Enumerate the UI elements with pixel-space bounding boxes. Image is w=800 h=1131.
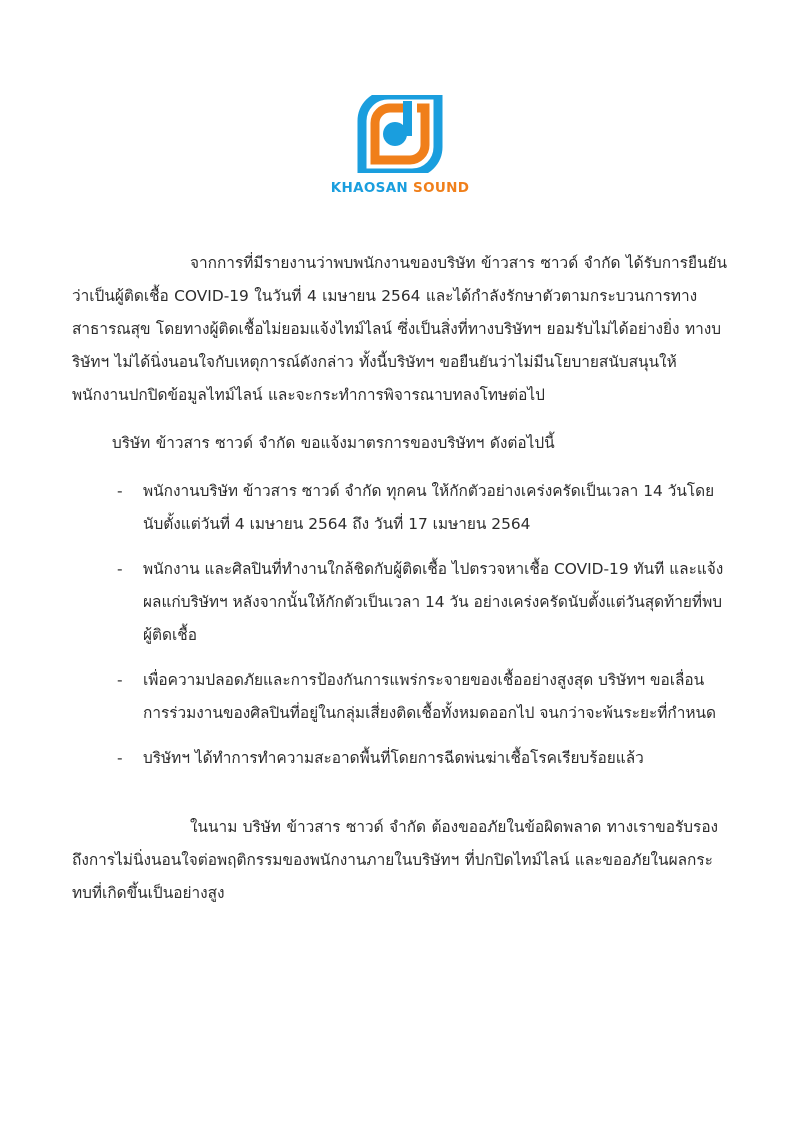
khaosan-sound-logo-mark-icon — [354, 95, 446, 173]
bullet-marker-icon: - — [117, 560, 123, 578]
intro-paragraph: จากการที่มีรายงานว่าพบพนักงานของบริษัท ข้าวสาร ซาวด์ จำกัด ได้รับการยืนยันว่าเป็นผู้ติดเชื้อ COVID-19 ในวันที่ 4 เมษายน 2564 และได้กำลังรักษาตัวตามกระบวนการทางสาธารณสุข โดยทางผู้ติดเชื้อไม่ยอมแจ้งไทม์ไลน์ ซึ่งเป็นสิ่งที่ทางบริษัทฯ ยอมรับไม่ได้อย่างยิ่ง ทางบริษัทฯ ไม่ได้นิ่งนอนใจกับเหตุการณ์ดังกล่าว ทั้งนี้บริษัทฯ ขอยืนยันว่าไม่มีนโยบายสนับสนุนให้พนักงานปกปิดข้อมูลไทม์ไลน์ และจะกระทำการพิจารณาบทลงโทษต่อไป — [72, 254, 728, 404]
list-item — [72, 553, 728, 652]
document-body — [72, 247, 728, 910]
list-item-text: บริษัทฯ ได้ทำการทำความสะอาดพื้นที่โดยการฉีดพ่นฆ่าเชื้อโรคเรียบร้อยแล้ว — [143, 749, 644, 767]
list-item — [72, 664, 728, 730]
company-logo — [0, 95, 800, 196]
list-item-text: พนักงานบริษัท ข้าวสาร ซาวด์ จำกัด ทุกคน ให้กักตัวอย่างเคร่งครัดเป็นเวลา 14 วันโดยนับตั้งแต่วันที่ 4 เมษายน 2564 ถึง วันที่ 17 เมษายน 2564 — [143, 482, 715, 533]
list-item — [72, 475, 728, 541]
list-item-text: พนักงาน และศิลปินที่ทำงานใกล้ชิดกับผู้ติดเชื้อ ไปตรวจหาเชื้อ COVID-19 ทันที และแจ้งผลแก่บริษัทฯ หลังจากนั้นให้กักตัวเป็นเวลา 14 วัน อย่างเคร่งครัดนับตั้งแต่วันสุดท้ายที่พบผู้ติดเชื้อ — [143, 560, 724, 644]
list-item-text: เพื่อความปลอดภัยและการป้องกันการแพร่กระจายของเชื้ออย่างสูงสุด บริษัทฯ ขอเลื่อนการร่วมงานของศิลปินที่อยู่ในกลุ่มเสี่ยงติดเชื้อทั้งหมดออกไป จนกว่าจะพ้นระยะที่กำหนด — [143, 671, 717, 722]
bullet-marker-icon: - — [117, 482, 123, 500]
list-item — [72, 742, 728, 775]
measures-intro-paragraph: บริษัท ข้าวสาร ซาวด์ จำกัด ขอแจ้งมาตรการของบริษัทฯ ดังต่อไปนี้ — [112, 434, 555, 452]
wordmark-khaosan: KHAOSAN — [330, 180, 409, 196]
closing-paragraph: ในนาม บริษัท ข้าวสาร ซาวด์ จำกัด ต้องขออภัยในข้อผิดพลาด ทางเราขอรับรองถึงการไม่นิ่งนอนใจต่อพฤติกรรมของพนักงานภายในบริษัทฯ ที่ปกปิดไทม์ไลน์ และขออภัยในผลกระทบที่เกิดขึ้นเป็นอย่างสูง — [72, 818, 719, 902]
bullet-marker-icon: - — [117, 749, 123, 767]
bullet-marker-icon: - — [117, 671, 123, 689]
measures-list — [72, 475, 728, 775]
wordmark-sound: SOUND — [413, 180, 470, 196]
company-wordmark — [331, 180, 469, 196]
